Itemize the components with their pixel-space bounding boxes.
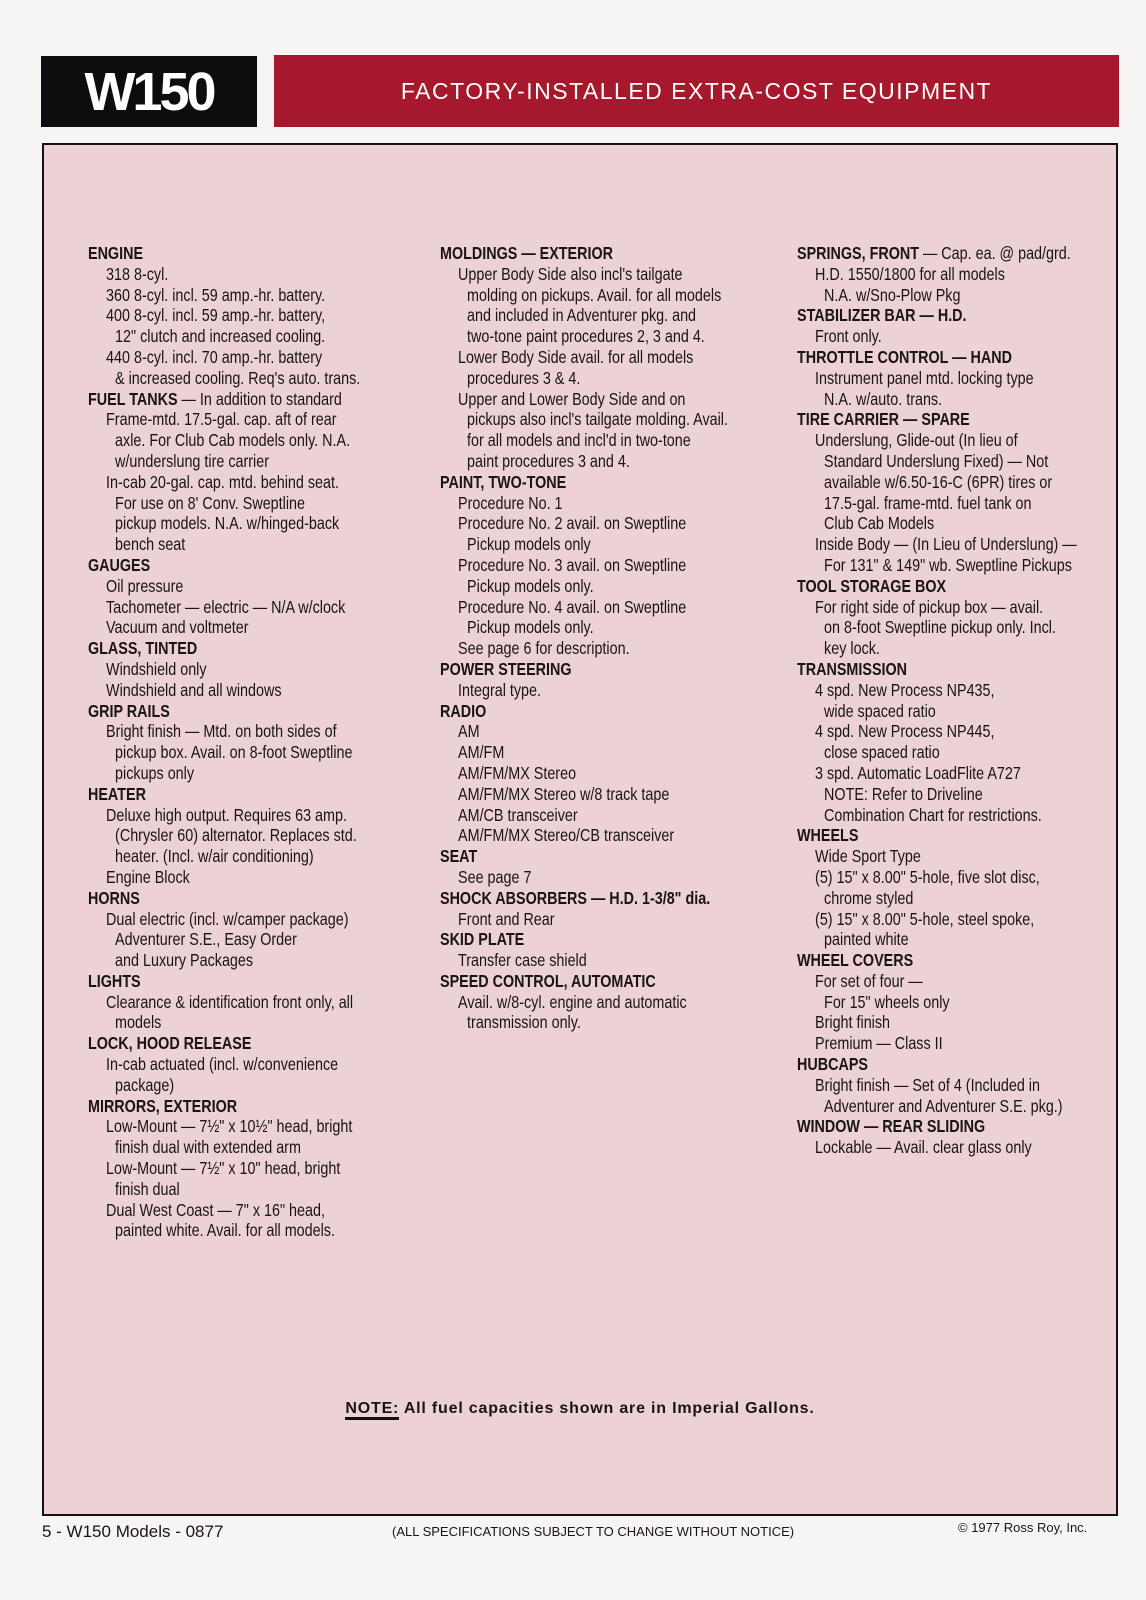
- item-line: heater. (Incl. w/air conditioning): [115, 846, 314, 867]
- item-line: close spaced ratio: [824, 742, 940, 763]
- item-line: pickup box. Avail. on 8-foot Sweptline: [115, 742, 353, 763]
- equipment-item: [440, 763, 784, 784]
- equipment-section: [797, 347, 1141, 409]
- item-line: Procedure No. 1: [458, 492, 563, 513]
- equipment-section: [797, 950, 1141, 1054]
- section-heading: MIRRORS, EXTERIOR: [88, 1095, 238, 1116]
- section-heading: WHEEL COVERS: [797, 950, 914, 971]
- section-heading: SEAT: [440, 846, 478, 867]
- fuel-note: [44, 1400, 1116, 1418]
- section-title: [797, 347, 1141, 368]
- item-line: AM/FM/MX Stereo: [458, 762, 577, 783]
- item-line: Pickup models only: [467, 534, 591, 555]
- model-logo: W150: [41, 56, 257, 127]
- item-line: models: [115, 1012, 162, 1033]
- section-title: [88, 389, 432, 410]
- section-title: [797, 659, 1141, 680]
- section-title: [440, 888, 784, 909]
- item-line: Oil pressure: [106, 575, 184, 596]
- section-heading: POWER STEERING: [440, 658, 572, 679]
- item-line: In-cab actuated (incl. w/convenience: [106, 1054, 339, 1075]
- section-heading: TRANSMISSION: [797, 658, 908, 679]
- section-heading: HORNS: [88, 887, 140, 908]
- section-heading: HUBCAPS: [797, 1054, 868, 1075]
- section-title: [88, 701, 432, 722]
- equipment-item: [88, 992, 432, 1034]
- item-line: 440 8-cyl. incl. 70 amp.-hr. battery: [106, 346, 323, 367]
- item-line: In-cab 20-gal. cap. mtd. behind seat.: [106, 471, 339, 492]
- equipment-item: [440, 867, 784, 888]
- equipment-item: [88, 680, 432, 701]
- item-line: (5) 15" x 8.00" 5-hole, five slot disc,: [815, 866, 1040, 887]
- section-heading: SPEED CONTROL, AUTOMATIC: [440, 970, 656, 991]
- item-line: 400 8-cyl. incl. 59 amp.-hr. battery,: [106, 305, 326, 326]
- equipment-section: [440, 971, 784, 1033]
- section-heading: MOLDINGS — EXTERIOR: [440, 243, 614, 263]
- equipment-section: [88, 784, 432, 888]
- item-line: 3 spd. Automatic LoadFlite A727: [815, 762, 1021, 783]
- item-line: Avail. w/8-cyl. engine and automatic: [458, 991, 687, 1012]
- equipment-item: [797, 368, 1141, 410]
- section-title: [797, 243, 1141, 264]
- equipment-section: [88, 389, 432, 555]
- item-line: 4 spd. New Process NP435,: [815, 679, 995, 700]
- note-label: NOTE:: [345, 1400, 399, 1420]
- equipment-item: [797, 721, 1141, 763]
- section-title: [440, 846, 784, 867]
- section-heading: WINDOW — REAR SLIDING: [797, 1116, 986, 1137]
- equipment-item: [797, 909, 1141, 951]
- equipment-item: [440, 555, 784, 597]
- equipment-section: [797, 1054, 1141, 1116]
- equipment-section: [797, 409, 1141, 575]
- section-title: [88, 888, 432, 909]
- item-line: (Chrysler 60) alternator. Replaces std.: [115, 825, 357, 846]
- page-title-banner: [274, 55, 1119, 127]
- equipment-item: [88, 576, 432, 597]
- section-heading: GAUGES: [88, 554, 151, 575]
- item-line: For 15" wheels only: [824, 991, 950, 1012]
- equipment-item: [440, 721, 784, 742]
- equipment-item: [88, 305, 432, 347]
- item-line: Upper and Lower Body Side and on: [458, 388, 686, 409]
- item-line: Windshield and all windows: [106, 679, 282, 700]
- equipment-section: [440, 846, 784, 888]
- item-line: w/underslung tire carrier: [115, 450, 269, 471]
- item-line: Procedure No. 4 avail. on Sweptline: [458, 596, 687, 617]
- disclaimer: (ALL SPECIFICATIONS SUBJECT TO CHANGE WITHOUT NOTICE): [392, 1524, 795, 1539]
- item-line: transmission only.: [467, 1012, 581, 1033]
- item-line: axle. For Club Cab models only. N.A.: [115, 430, 351, 451]
- section-heading: SPRINGS, FRONT: [797, 243, 919, 263]
- item-line: pickups also incl's tailgate molding. Avail.: [467, 409, 728, 430]
- section-title: [797, 409, 1141, 430]
- equipment-item: [440, 950, 784, 971]
- equipment-section: [797, 659, 1141, 825]
- item-line: Vacuum and voltmeter: [106, 617, 249, 638]
- equipment-section: [88, 1033, 432, 1095]
- item-line: See page 7: [458, 866, 532, 887]
- section-heading: LOCK, HOOD RELEASE: [88, 1033, 252, 1054]
- equipment-item: [88, 1054, 432, 1096]
- equipment-item: [88, 264, 432, 285]
- item-line: Inside Body — (In Lieu of Underslung) —: [815, 534, 1077, 555]
- item-line: Underslung, Glide-out (In lieu of: [815, 430, 1018, 451]
- equipment-section: [797, 1116, 1141, 1158]
- equipment-item: [797, 1075, 1141, 1117]
- column-1: [88, 243, 432, 1241]
- item-line: procedures 3 & 4.: [467, 367, 581, 388]
- section-heading: TOOL STORAGE BOX: [797, 575, 947, 596]
- item-line: Pickup models only.: [467, 617, 594, 638]
- item-line: Combination Chart for restrictions.: [824, 804, 1042, 825]
- equipment-item: [440, 805, 784, 826]
- equipment-item: [797, 680, 1141, 722]
- item-line: 360 8-cyl. incl. 59 amp.-hr. battery.: [106, 284, 326, 305]
- item-line: 12" clutch and increased cooling.: [115, 326, 326, 347]
- equipment-item: [797, 971, 1141, 1013]
- item-line: Adventurer and Adventurer S.E. pkg.): [824, 1095, 1063, 1116]
- section-heading: ENGINE: [88, 243, 144, 263]
- equipment-item: [797, 763, 1141, 825]
- item-line: and included in Adventurer pkg. and: [467, 305, 697, 326]
- section-title: [88, 555, 432, 576]
- equipment-item: [440, 264, 784, 347]
- equipment-item: [440, 825, 784, 846]
- equipment-item: [88, 472, 432, 555]
- item-line: molding on pickups. Avail. for all models: [467, 284, 722, 305]
- equipment-item: [88, 721, 432, 783]
- item-line: Front only.: [815, 326, 882, 347]
- equipment-item: [88, 1158, 432, 1200]
- item-line: finish dual with extended arm: [115, 1137, 301, 1158]
- equipment-item: [440, 597, 784, 639]
- equipment-section: [88, 971, 432, 1033]
- item-line: paint procedures 3 and 4.: [467, 450, 630, 471]
- item-line: & increased cooling. Req's auto. trans.: [115, 367, 361, 388]
- item-line: For set of four —: [815, 970, 923, 991]
- equipment-item: [88, 909, 432, 971]
- item-line: Integral type.: [458, 679, 542, 700]
- equipment-item: [440, 513, 784, 555]
- section-heading: LIGHTS: [88, 970, 141, 991]
- equipment-item: [797, 534, 1141, 576]
- item-line: for all models and incl'd in two-tone: [467, 430, 691, 451]
- section-heading: HEATER: [88, 783, 146, 804]
- item-line: See page 6 for description.: [458, 638, 630, 659]
- item-line: Dual electric (incl. w/camper package): [106, 908, 349, 929]
- item-line: AM/FM/MX Stereo/CB transceiver: [458, 825, 675, 846]
- equipment-item: [797, 1033, 1141, 1054]
- equipment-section: [440, 243, 784, 472]
- section-title: [797, 1116, 1141, 1137]
- equipment-item: [88, 617, 432, 638]
- equipment-item: [440, 347, 784, 389]
- item-line: AM/CB transceiver: [458, 804, 578, 825]
- section-heading: SHOCK ABSORBERS — H.D. 1-3/8" dia.: [440, 887, 711, 908]
- equipment-item: [88, 597, 432, 618]
- equipment-section: [88, 701, 432, 784]
- section-title: [440, 929, 784, 950]
- section-title: [88, 784, 432, 805]
- equipment-section: [797, 825, 1141, 950]
- section-title: [88, 1096, 432, 1117]
- item-line: Premium — Class II: [815, 1033, 943, 1054]
- item-line: key lock.: [824, 638, 880, 659]
- item-line: Pickup models only.: [467, 575, 594, 596]
- equipment-item: [797, 1012, 1141, 1033]
- section-heading-note: — Cap. ea. @ pad/grd.: [918, 243, 1071, 263]
- equipment-item: [88, 1200, 432, 1242]
- section-title: [88, 971, 432, 992]
- section-heading: STABILIZER BAR — H.D.: [797, 305, 967, 326]
- item-line: Wide Sport Type: [815, 846, 921, 867]
- item-line: 4 spd. New Process NP445,: [815, 721, 995, 742]
- item-line: Clearance & identification front only, all: [106, 991, 354, 1012]
- item-line: For 131" & 149" wb. Sweptline Pickups: [824, 554, 1072, 575]
- equipment-item: [440, 909, 784, 930]
- section-title: [440, 472, 784, 493]
- section-heading-note: — In addition to standard: [177, 388, 342, 409]
- copyright: © 1977 Ross Roy, Inc.: [958, 1520, 1088, 1535]
- item-line: available w/6.50-16-C (6PR) tires or: [824, 471, 1053, 492]
- item-line: painted white. Avail. for all models.: [115, 1220, 335, 1241]
- item-line: AM: [458, 721, 480, 742]
- section-title: [797, 825, 1141, 846]
- item-line: Procedure No. 2 avail. on Sweptline: [458, 513, 687, 534]
- section-title: [88, 1033, 432, 1054]
- section-heading: TIRE CARRIER — SPARE: [797, 409, 970, 430]
- item-line: 17.5-gal. frame-mtd. fuel tank on: [824, 492, 1032, 513]
- equipment-panel: [42, 143, 1118, 1516]
- item-line: Bright finish — Mtd. on both sides of: [106, 721, 337, 742]
- equipment-section: [88, 1096, 432, 1242]
- equipment-section: [440, 888, 784, 930]
- equipment-section: [797, 305, 1141, 347]
- section-title: [440, 659, 784, 680]
- equipment-item: [88, 867, 432, 888]
- equipment-item: [440, 784, 784, 805]
- item-line: AM/FM: [458, 742, 505, 763]
- item-line: pickups only: [115, 762, 195, 783]
- item-line: Deluxe high output. Requires 63 amp.: [106, 804, 347, 825]
- equipment-section: [440, 659, 784, 701]
- item-line: painted white: [824, 929, 909, 950]
- item-line: pickup models. N.A. w/hinged-back: [115, 513, 340, 534]
- section-title: [797, 305, 1141, 326]
- item-line: Engine Block: [106, 866, 190, 887]
- equipment-item: [88, 1116, 432, 1158]
- section-title: [440, 243, 784, 264]
- equipment-section: [88, 638, 432, 700]
- item-line: finish dual: [115, 1178, 180, 1199]
- item-line: Bright finish — Set of 4 (Included in: [815, 1074, 1040, 1095]
- section-heading: GRIP RAILS: [88, 700, 170, 721]
- item-line: Upper Body Side also incl's tailgate: [458, 263, 683, 284]
- item-line: N.A. w/auto. trans.: [824, 388, 943, 409]
- equipment-item: [88, 659, 432, 680]
- item-line: chrome styled: [824, 887, 914, 908]
- item-line: bench seat: [115, 534, 186, 555]
- section-title: [440, 701, 784, 722]
- equipment-item: [88, 409, 432, 471]
- equipment-item: [797, 326, 1141, 347]
- page-title: FACTORY-INSTALLED EXTRA-COST EQUIPMENT: [400, 77, 993, 104]
- item-line: Instrument panel mtd. locking type: [815, 367, 1034, 388]
- item-line: Procedure No. 3 avail. on Sweptline: [458, 554, 687, 575]
- equipment-item: [88, 347, 432, 389]
- section-title: [440, 971, 784, 992]
- item-line: H.D. 1550/1800 for all models: [815, 263, 1005, 284]
- equipment-section: [88, 555, 432, 638]
- item-line: Dual West Coast — 7" x 16" head,: [106, 1199, 325, 1220]
- equipment-item: [797, 846, 1141, 867]
- equipment-section: [797, 576, 1141, 659]
- section-heading: THROTTLE CONTROL — HAND: [797, 346, 1012, 367]
- item-line: Low-Mount — 7½" x 10½" head, bright: [106, 1116, 353, 1137]
- section-title: [797, 950, 1141, 971]
- section-heading: WHEELS: [797, 825, 859, 846]
- equipment-item: [797, 867, 1141, 909]
- equipment-section: [797, 243, 1141, 305]
- item-line: Lockable — Avail. clear glass only: [815, 1137, 1032, 1158]
- item-line: Standard Underslung Fixed) — Not: [824, 450, 1049, 471]
- equipment-item: [88, 285, 432, 306]
- equipment-item: [797, 430, 1141, 534]
- item-line: (5) 15" x 8.00" 5-hole, steel spoke,: [815, 908, 1035, 929]
- item-line: Low-Mount — 7½" x 10" head, bright: [106, 1158, 341, 1179]
- item-line: Windshield only: [106, 658, 207, 679]
- equipment-section: [88, 243, 432, 389]
- item-line: Tachometer — electric — N/A w/clock: [106, 596, 346, 617]
- equipment-section: [440, 472, 784, 659]
- item-line: For use on 8' Conv. Sweptline: [115, 492, 305, 513]
- section-heading: PAINT, TWO-TONE: [440, 471, 567, 492]
- section-title: [797, 1054, 1141, 1075]
- equipment-section: [440, 929, 784, 971]
- equipment-item: [797, 1137, 1141, 1158]
- item-line: For right side of pickup box — avail.: [815, 596, 1044, 617]
- section-title: [797, 576, 1141, 597]
- item-line: Lower Body Side avail. for all models: [458, 346, 694, 367]
- item-line: Bright finish: [815, 1012, 891, 1033]
- item-line: Front and Rear: [458, 908, 555, 929]
- column-3: [797, 243, 1141, 1158]
- section-heading: RADIO: [440, 700, 487, 721]
- equipment-section: [440, 701, 784, 847]
- item-line: two-tone paint procedures 2, 3 and 4.: [467, 326, 705, 347]
- note-text: All fuel capacities shown are in Imperial Gallons.: [399, 1400, 815, 1417]
- item-line: AM/FM/MX Stereo w/8 track tape: [458, 783, 670, 804]
- section-title: [88, 243, 432, 264]
- item-line: Frame-mtd. 17.5-gal. cap. aft of rear: [106, 409, 337, 430]
- equipment-item: [440, 493, 784, 514]
- section-heading: GLASS, TINTED: [88, 638, 198, 659]
- section-title: [88, 638, 432, 659]
- equipment-item: [440, 389, 784, 472]
- item-line: NOTE: Refer to Driveline: [824, 783, 983, 804]
- item-line: N.A. w/Sno-Plow Pkg: [824, 284, 961, 305]
- item-line: and Luxury Packages: [115, 950, 254, 971]
- equipment-item: [440, 992, 784, 1034]
- item-line: Transfer case shield: [458, 950, 587, 971]
- item-line: on 8-foot Sweptline pickup only. Incl.: [824, 617, 1056, 638]
- item-line: Adventurer S.E., Easy Order: [115, 929, 297, 950]
- equipment-section: [88, 888, 432, 971]
- equipment-item: [797, 264, 1141, 306]
- equipment-item: [440, 742, 784, 763]
- equipment-item: [440, 680, 784, 701]
- item-line: Club Cab Models: [824, 513, 935, 534]
- item-line: wide spaced ratio: [824, 700, 936, 721]
- item-line: 318 8-cyl.: [106, 263, 169, 284]
- section-heading: FUEL TANKS: [88, 388, 178, 409]
- column-2: [440, 243, 784, 1033]
- equipment-item: [440, 638, 784, 659]
- item-line: package): [115, 1074, 175, 1095]
- equipment-item: [797, 597, 1141, 659]
- section-heading: SKID PLATE: [440, 929, 525, 950]
- equipment-item: [88, 805, 432, 867]
- page-number: 5 - W150 Models - 0877: [42, 1522, 224, 1541]
